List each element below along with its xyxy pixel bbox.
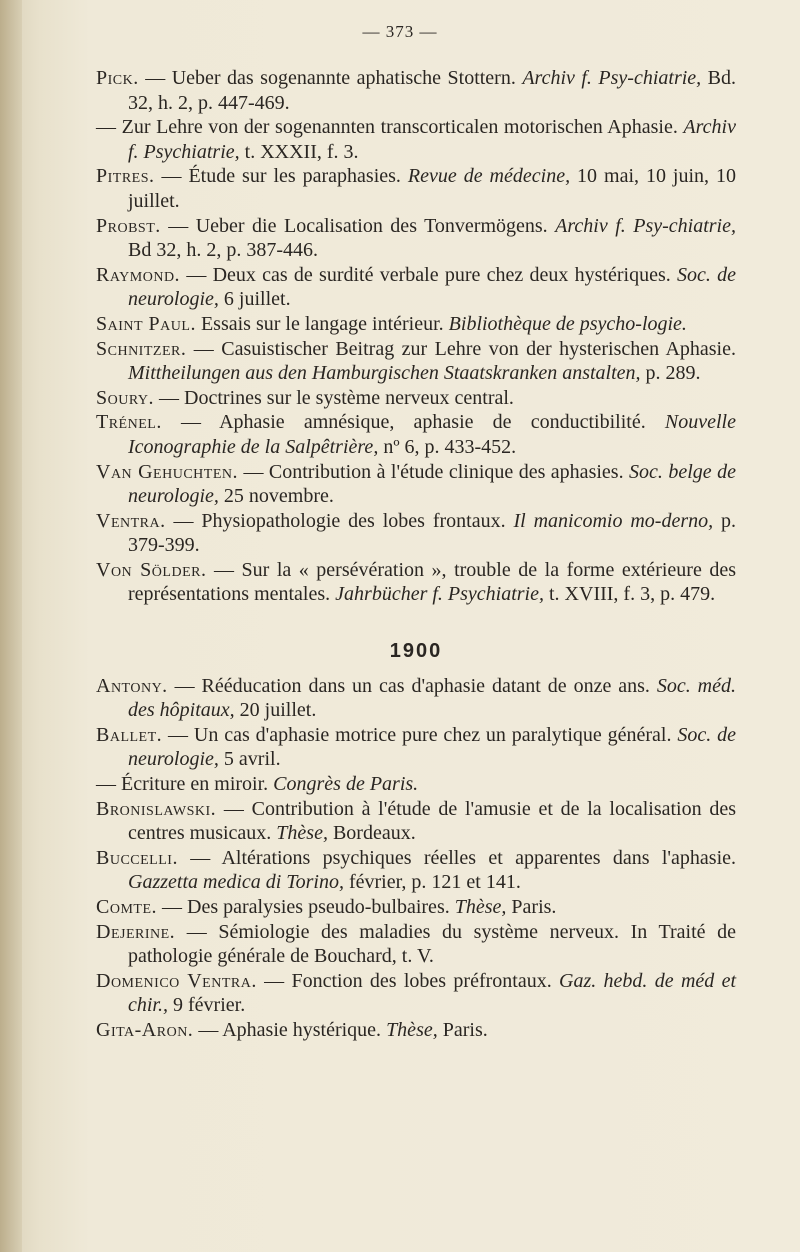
entry-after: Bd 32, h. 2, p. 387-446. bbox=[128, 239, 318, 262]
entry-before: Essais sur le langage intérieur. bbox=[195, 312, 449, 335]
entry-before: — Des paralysies pseudo-bulbaires. bbox=[157, 896, 455, 918]
entry-author: Raymond. bbox=[96, 263, 181, 286]
entry-before: — Altérations psychiques réelles et apparentes dans l'aphasie. bbox=[177, 846, 736, 869]
entry-after: 6 juillet. bbox=[218, 288, 291, 311]
bibliography-entry bbox=[96, 115, 736, 164]
entry-before: — Casuistischer Beitrag zur Lehre von der hysterischen Aphasie. bbox=[186, 337, 736, 360]
entry-author: Soury. bbox=[96, 386, 155, 409]
entry-after: février, p. 121 et 141. bbox=[343, 871, 521, 894]
entry-italic: Archiv f. Psy-chiatrie, bbox=[555, 214, 736, 237]
entry-author: Buccelli. bbox=[96, 846, 178, 869]
entry-after: nº 6, p. 433-452. bbox=[378, 435, 517, 458]
entry-before: — Contribution à l'étude clinique des aphasies. bbox=[238, 460, 630, 483]
bibliography-entry bbox=[96, 164, 736, 213]
entry-after: 25 novembre. bbox=[218, 485, 334, 508]
entry-before: — Deux cas de surdité verbale pure chez deux hystériques. bbox=[180, 263, 677, 286]
entry-after: 9 février. bbox=[168, 994, 246, 1017]
bibliography-entry bbox=[96, 460, 736, 509]
entry-after: t. XXXII, f. 3. bbox=[239, 140, 359, 163]
entry-after: Bordeaux. bbox=[327, 822, 416, 845]
bibliography bbox=[96, 66, 736, 1043]
entry-italic: Thèse, bbox=[386, 1018, 438, 1041]
entry-before: — Doctrines sur le système nerveux central. bbox=[154, 386, 514, 409]
entry-author: Domenico Ventra. bbox=[96, 969, 257, 992]
entry-before: — Ueber die Localisation des Tonvermögens. bbox=[160, 214, 556, 237]
bibliography-entry bbox=[96, 509, 736, 558]
entry-after: Bd. 32, h. 2, p. 447-469. bbox=[128, 67, 736, 114]
entry-italic: Thèse, bbox=[454, 896, 507, 918]
entry-italic: Archiv f. Psychiatrie, bbox=[128, 116, 736, 163]
bibliography-entry bbox=[96, 723, 736, 772]
bibliography-entry bbox=[96, 410, 736, 459]
entries-list-b bbox=[96, 674, 736, 1043]
entry-author: Schnitzer. bbox=[96, 337, 187, 360]
entry-after: p. 289. bbox=[640, 362, 701, 385]
entry-before: — Sur la « persévération », trouble de la forme extérieure des représentations mentales. bbox=[128, 558, 737, 606]
entry-author: Probst. bbox=[96, 214, 161, 237]
page-number: — 373 — bbox=[362, 22, 438, 41]
entries-list-a bbox=[96, 66, 736, 607]
entry-author: Pick. bbox=[96, 67, 139, 89]
entry-before: — Rééducation dans un cas d'aphasie datant de onze ans. bbox=[167, 674, 657, 697]
bibliography-entry bbox=[96, 386, 736, 411]
entry-after: 10 mai, 10 juin, 10 juillet. bbox=[128, 165, 737, 212]
entry-before: — Ueber das sogenannte aphatische Stottern. bbox=[138, 67, 523, 89]
bibliography-entry bbox=[96, 66, 736, 115]
entry-author: Dejerine. bbox=[96, 920, 176, 943]
entry-italic: Bibliothèque de psycho-logie. bbox=[448, 312, 687, 335]
entry-italic: Soc. de neurologie, bbox=[128, 723, 736, 771]
page-spine-shadow bbox=[0, 0, 22, 1252]
entry-author: Saint Paul. bbox=[96, 312, 196, 335]
entry-before: — Sémiologie des maladies du système nerveux. In Traité de pathologie générale de Bouchard, t. V. bbox=[128, 920, 736, 968]
entry-author: Ballet. bbox=[96, 723, 163, 746]
entry-before: — Fonction des lobes préfrontaux. bbox=[256, 969, 560, 992]
entry-before: — Étude sur les paraphasies. bbox=[154, 165, 408, 188]
entry-italic: Il manicomio mo-derno, bbox=[513, 509, 714, 532]
entry-author: Von Sölder. bbox=[96, 558, 207, 581]
entry-italic: Mittheilungen aus den Hamburgischen Staatskranken anstalten, bbox=[128, 362, 641, 385]
entry-after: 20 juillet. bbox=[234, 699, 317, 722]
entry-before: — Contribution à l'étude de l'amusie et de la localisation des centres musicaux. bbox=[128, 797, 736, 845]
bibliography-entry bbox=[96, 558, 736, 607]
entry-author: Antony. bbox=[96, 674, 168, 697]
entry-after: Paris. bbox=[437, 1018, 488, 1041]
entry-italic: Revue de médecine, bbox=[407, 165, 571, 188]
entry-italic: Archiv f. Psy-chiatrie, bbox=[522, 67, 702, 89]
year-heading: 1900 bbox=[389, 640, 443, 663]
entry-author: Trénel. bbox=[96, 411, 162, 434]
bibliography-entry bbox=[96, 920, 736, 969]
entry-after: Paris. bbox=[506, 896, 557, 918]
bibliography-entry bbox=[96, 1018, 736, 1043]
entry-italic: Soc. méd. des hôpitaux, bbox=[128, 674, 737, 722]
entry-after: t. XVIII, f. 3, p. 479. bbox=[544, 583, 716, 606]
bibliography-entry bbox=[96, 969, 736, 1018]
entry-author: Pitres. bbox=[96, 165, 155, 188]
entry-before: — Physiopathologie des lobes frontaux. bbox=[165, 509, 514, 532]
bibliography-entry bbox=[96, 895, 736, 920]
entry-italic: Gazzetta medica di Torino, bbox=[128, 871, 344, 894]
entry-author: Bronislawski. bbox=[96, 797, 217, 820]
entry-before: — Aphasie hystérique. bbox=[193, 1018, 387, 1041]
entry-italic: Soc. belge de neurologie, bbox=[128, 460, 736, 508]
entry-author: Gita-Aron. bbox=[96, 1018, 194, 1041]
entry-italic: Jahrbücher f. Psychiatrie, bbox=[335, 583, 544, 606]
bibliography-entry bbox=[96, 846, 736, 895]
bibliography-entry bbox=[96, 674, 736, 723]
entry-before: — Aphasie amnésique, aphasie de conductibilité. bbox=[161, 411, 665, 434]
entry-before: — Un cas d'aphasie motrice pure chez un paralytique général. bbox=[162, 723, 678, 746]
bibliography-entry bbox=[96, 797, 736, 846]
bibliography-entry bbox=[96, 772, 736, 797]
entry-before: — Écriture en miroir. bbox=[96, 773, 274, 796]
entry-after: p. 379-399. bbox=[128, 509, 736, 557]
entry-italic: Congrès de Paris. bbox=[273, 773, 419, 796]
entry-italic: Thèse, bbox=[276, 822, 328, 845]
bibliography-entry bbox=[96, 214, 736, 263]
entry-italic: Nouvelle Iconographie de la Salpêtrière, bbox=[128, 411, 736, 458]
bibliography-entry bbox=[96, 263, 736, 312]
bibliography-entry bbox=[96, 337, 736, 386]
entry-author: Ventra. bbox=[96, 509, 166, 532]
bibliography-entry bbox=[96, 312, 736, 337]
entry-author: Van Gehuchten. bbox=[96, 460, 238, 483]
entry-author: Comte. bbox=[96, 896, 158, 918]
entry-italic: Soc. de neurologie, bbox=[128, 263, 736, 311]
entry-italic: Gaz. hebd. de méd et chir., bbox=[128, 969, 737, 1017]
entry-before: — Zur Lehre von der sogenannten transcorticalen motorischen Aphasie. bbox=[96, 116, 684, 139]
entry-after: 5 avril. bbox=[218, 748, 281, 771]
